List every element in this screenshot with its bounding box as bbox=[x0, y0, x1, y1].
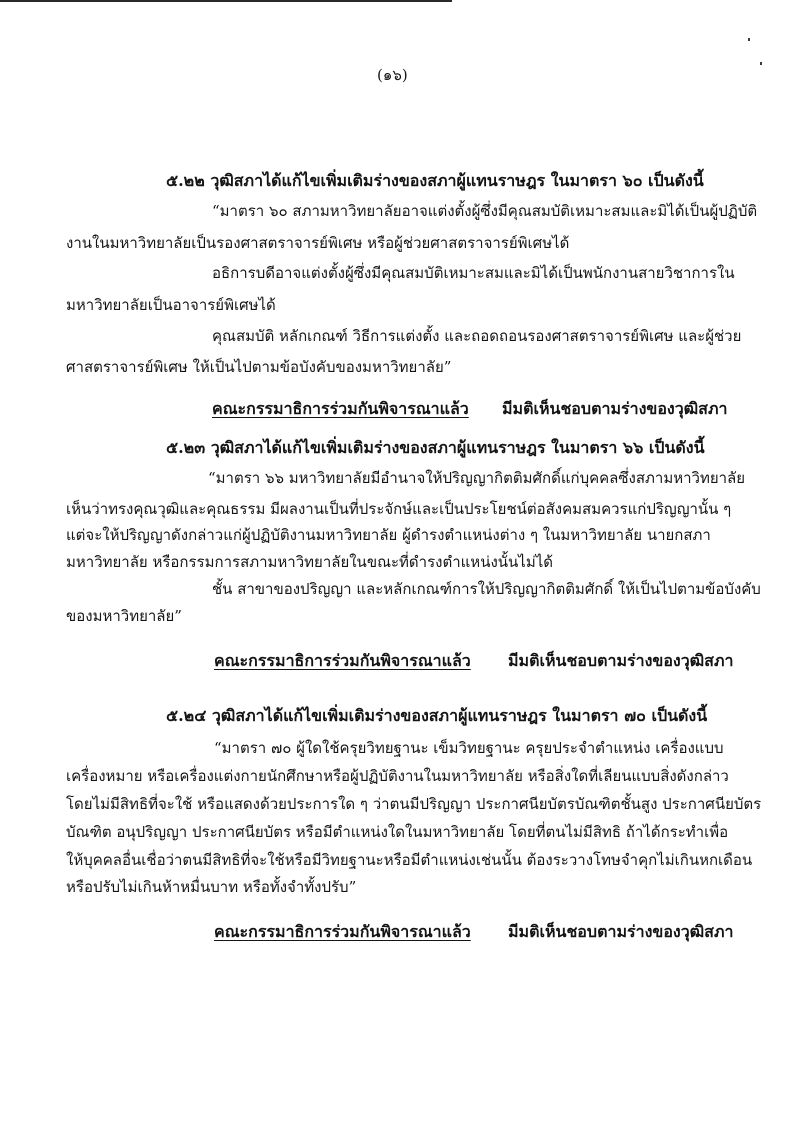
paragraph-line: อธิการบดีอาจแต่งตั้งผู้ซึ่งมีคุณสมบัติเหมาะสมและมิได้เป็นพนักงานสายวิชาการใน bbox=[212, 264, 735, 282]
paragraph-line: “มาตรา ๗๐ ผู้ใดใช้ครุยวิทยฐานะ เข็มวิทยฐานะ ครุยประจำตำแหน่ง เครื่องแบบ bbox=[214, 739, 724, 757]
committee-opinion: มีมติเห็นชอบตามร่างของวุฒิสภา bbox=[508, 651, 734, 670]
committee-label: คณะกรรมาธิการร่วมกันพิจารณาแล้ว bbox=[214, 922, 471, 941]
paragraph-line: ของมหาวิทยาลัย” bbox=[66, 607, 182, 625]
paragraph-line: หรือปรับไม่เกินห้าหมื่นบาท หรือทั้งจำทั้งปรับ” bbox=[66, 878, 357, 896]
page-number: (๑๖) bbox=[377, 66, 408, 84]
scan-top-border bbox=[0, 0, 452, 2]
paragraph-line: เครื่องหมาย หรือเครื่องแต่งกายนักศึกษาหรือผู้ปฏิบัติงานในมหาวิทยาลัย หรือสิ่งใดที่เลียนแบบสิ่งดังกล่าว bbox=[66, 767, 729, 785]
paragraph-line: มหาวิทยาลัยเป็นอาจารย์พิเศษได้ bbox=[66, 296, 276, 314]
scan-speck bbox=[748, 38, 750, 41]
paragraph-line: ชั้น สาขาของปริญญา และหลักเกณฑ์การให้ปริญญากิตติมศักดิ์ ให้เป็นไปตามข้อบังคับ bbox=[212, 580, 761, 598]
paragraph-line: แต่จะให้ปริญญาดังกล่าวแก่ผู้ปฏิบัติงานมหาวิทยาลัย ผู้ดำรงตำแหน่งต่าง ๆ ในมหาวิทยาลัย นายกสภา bbox=[66, 526, 711, 544]
section-heading: ๕.๒๒ วุฒิสภาได้แก้ไขเพิ่มเติมร่างของสภาผู้แทนราษฎร ในมาตรา ๖๐ เป็นดังนี้ bbox=[166, 171, 704, 190]
paragraph-line: งานในมหาวิทยาลัยเป็นรองศาสตราจารย์พิเศษ หรือผู้ช่วยศาสตราจารย์พิเศษได้ bbox=[66, 234, 570, 252]
paragraph-line: ให้บุคคลอื่นเชื่อว่าตนมีสิทธิที่จะใช้หรือมีวิทยฐานะหรือมีตำแหน่งเช่นนั้น ต้องระวางโทษจำคุกไม่เกินหกเดือน bbox=[66, 851, 753, 869]
paragraph-line: “มาตรา ๖๐ สภามหาวิทยาลัยอาจแต่งตั้งผู้ซึ่งมีคุณสมบัติเหมาะสมและมิได้เป็นผู้ปฏิบัติ bbox=[212, 202, 758, 220]
paragraph-line: “มาตรา ๖๖ มหาวิทยาลัยมีอำนาจให้ปริญญากิตติมศักดิ์แก่บุคคลซึ่งสภามหาวิทยาลัย bbox=[208, 469, 746, 487]
committee-label: คณะกรรมาธิการร่วมกันพิจารณาแล้ว bbox=[214, 651, 471, 670]
section-heading: ๕.๒๓ วุฒิสภาได้แก้ไขเพิ่มเติมร่างของสภาผู้แทนราษฎร ในมาตรา ๖๖ เป็นดังนี้ bbox=[166, 438, 705, 457]
paragraph-line: บัณฑิต อนุปริญญา ประกาศนียบัตร หรือมีตำแหน่งใดในมหาวิทยาลัย โดยที่ตนไม่มีสิทธิ ถ้าได้กระทำเพื่อ bbox=[66, 823, 729, 841]
paragraph-line: มหาวิทยาลัย หรือกรรมการสภามหาวิทยาลัยในขณะที่ดำรงตำแหน่งนั้นไม่ได้ bbox=[66, 553, 553, 571]
committee-opinion: มีมติเห็นชอบตามร่างของวุฒิสภา bbox=[502, 399, 728, 418]
scan-speck bbox=[760, 62, 762, 65]
paragraph-line: คุณสมบัติ หลักเกณฑ์ วิธีการแต่งตั้ง และถอดถอนรองศาสตราจารย์พิเศษ และผู้ช่วย bbox=[212, 327, 742, 345]
paragraph-line: เห็นว่าทรงคุณวุฒิและคุณธรรม มีผลงานเป็นที่ประจักษ์และเป็นประโยชน์ต่อสังคมสมควรแก่ปริญญานั้น ๆ bbox=[66, 500, 732, 518]
section-heading: ๕.๒๔ วุฒิสภาได้แก้ไขเพิ่มเติมร่างของสภาผู้แทนราษฎร ในมาตรา ๗๐ เป็นดังนี้ bbox=[166, 706, 708, 725]
committee-opinion: มีมติเห็นชอบตามร่างของวุฒิสภา bbox=[508, 922, 734, 941]
committee-label: คณะกรรมาธิการร่วมกันพิจารณาแล้ว bbox=[212, 399, 469, 418]
paragraph-line: ศาสตราจารย์พิเศษ ให้เป็นไปตามข้อบังคับของมหาวิทยาลัย” bbox=[66, 358, 452, 376]
paragraph-line: โดยไม่มีสิทธิที่จะใช้ หรือแสดงด้วยประการใด ๆ ว่าตนมีปริญญา ประกาศนียบัตรบัณฑิตชั้นสูง ประกาศนียบัตร bbox=[66, 795, 762, 813]
